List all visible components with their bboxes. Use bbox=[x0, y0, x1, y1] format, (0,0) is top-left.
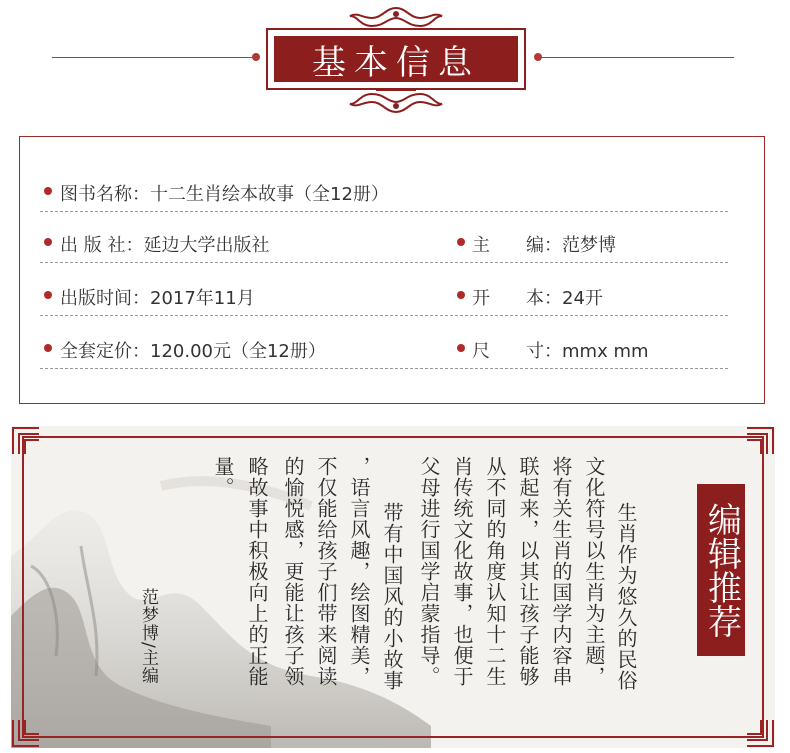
divider bbox=[40, 211, 728, 213]
corner-ornament-icon bbox=[11, 718, 41, 748]
header-line-right bbox=[540, 57, 734, 58]
recommend-text-column: 不仅能给孩子们带来阅读 bbox=[314, 456, 338, 687]
book-name-value: 十二生肖绘本故事（全12册） bbox=[150, 184, 389, 205]
pub-date-label: 出版时间： bbox=[60, 288, 150, 309]
bullet-icon bbox=[44, 187, 52, 195]
recommend-text-column: 肖传统文化故事，也便于 bbox=[450, 456, 474, 687]
recommend-text-column: 带有中国风的小故事 bbox=[380, 502, 404, 691]
divider bbox=[40, 262, 728, 264]
divider bbox=[40, 368, 728, 370]
price-value: 120.00元（全12册） bbox=[150, 341, 326, 362]
bullet-icon bbox=[457, 238, 465, 246]
recommend-tag: 编辑推荐 bbox=[697, 484, 745, 656]
header-dot-right bbox=[534, 53, 542, 61]
recommend-text-column: ，语言风趣，绘图精美， bbox=[347, 456, 371, 687]
editor-value: 范梦博 bbox=[562, 235, 616, 256]
bullet-icon bbox=[457, 291, 465, 299]
editor-label: 主 编： bbox=[472, 235, 562, 256]
corner-ornament-icon bbox=[745, 426, 775, 456]
recommend-text-column: 生肖作为悠久的民俗 bbox=[614, 502, 638, 691]
recommend-text-column: 略故事中积极向上的正能 bbox=[245, 456, 269, 687]
corner-ornament-icon bbox=[745, 718, 775, 748]
book-name-label: 图书名称： bbox=[60, 184, 150, 205]
format-value: 24开 bbox=[562, 288, 603, 309]
recommend-text-column: 的愉悦感，更能让孩子领 bbox=[281, 456, 305, 687]
bullet-icon bbox=[44, 344, 52, 352]
divider bbox=[40, 315, 728, 317]
size-value: mmx mm bbox=[562, 341, 649, 362]
recommend-text-column: 文化符号以生肖为主题， bbox=[582, 456, 606, 687]
bullet-icon bbox=[44, 291, 52, 299]
publisher-value: 延边大学出版社 bbox=[143, 235, 270, 256]
page-title: 基本信息 bbox=[274, 36, 518, 82]
recommend-text-column: 将有关生肖的国学内容串 bbox=[549, 456, 573, 687]
format-label: 开 本： bbox=[472, 288, 562, 309]
recommend-text-column: 父母进行国学启蒙指导。 bbox=[417, 456, 441, 687]
bullet-icon bbox=[457, 344, 465, 352]
recommend-text-column: 量。 bbox=[211, 456, 235, 498]
recommend-text-column: 从不同的角度认知十二生 bbox=[483, 456, 507, 687]
recommend-text-column: 联起来，以其让孩子能够 bbox=[516, 456, 540, 687]
bullet-icon bbox=[44, 238, 52, 246]
price-label: 全套定价： bbox=[60, 341, 150, 362]
header-bottom-ornament-icon bbox=[346, 88, 446, 116]
corner-ornament-icon bbox=[11, 426, 41, 456]
size-label: 尺 寸： bbox=[472, 341, 562, 362]
info-box bbox=[19, 136, 765, 404]
publisher-label: 出 版 社： bbox=[60, 235, 144, 256]
header-dot-left bbox=[252, 53, 260, 61]
header-line-left bbox=[52, 57, 252, 58]
pub-date-value: 2017年11月 bbox=[150, 288, 255, 309]
author-credit: 范梦博/主编 bbox=[138, 588, 158, 685]
